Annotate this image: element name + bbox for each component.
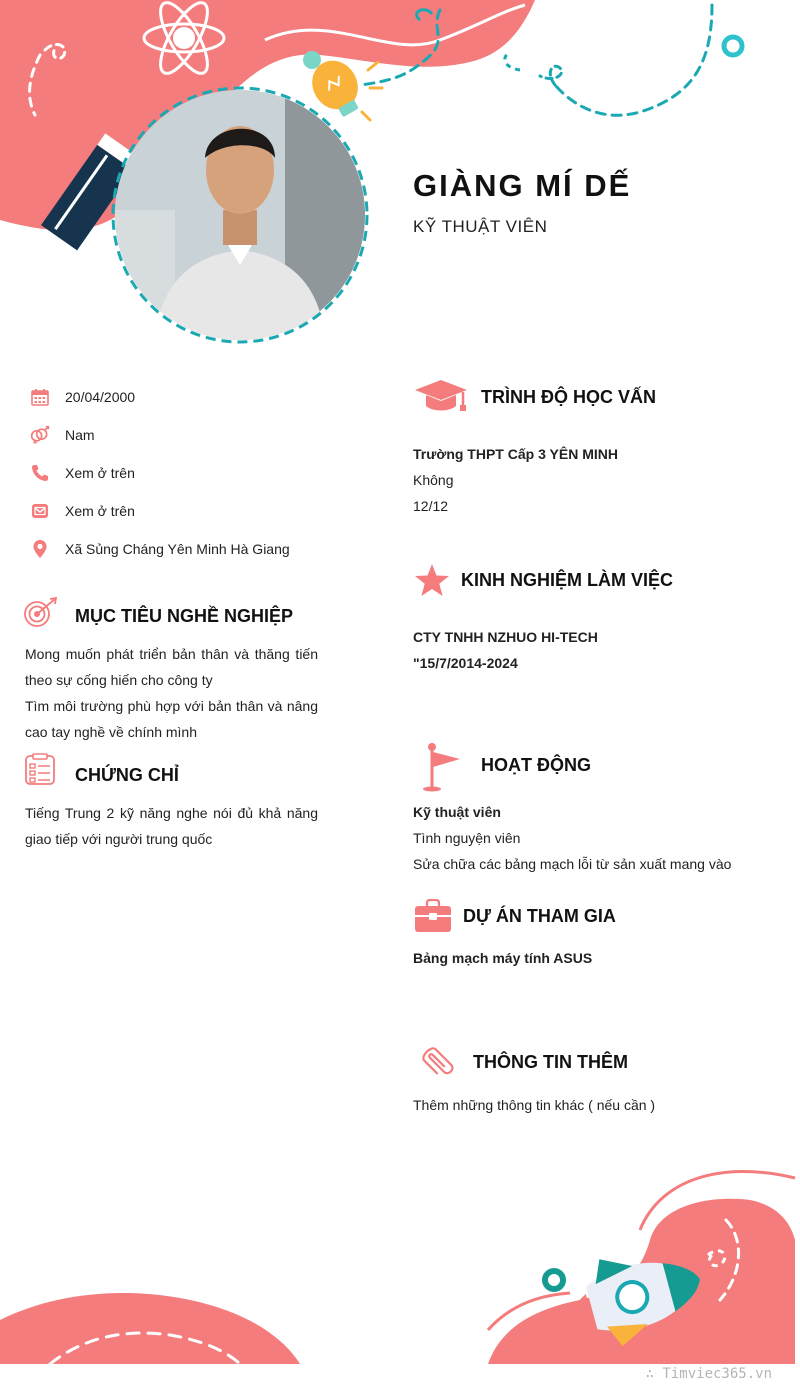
phone-value[interactable]: Xem ở trên — [65, 465, 135, 481]
education-details — [413, 441, 783, 519]
flag-icon — [420, 742, 464, 792]
email-icon — [30, 501, 50, 521]
experience-period: "15/7/2014-2024 — [413, 655, 518, 671]
paperclip-icon — [415, 1040, 459, 1084]
contact-address — [30, 537, 290, 561]
contact-birthday — [30, 385, 136, 409]
activities-title: HOẠT ĐỘNG — [481, 755, 591, 775]
candidate-name: GIÀNG MÍ DẾ — [413, 168, 632, 203]
objective-line: Mong muốn phát triển bản thân và thăng tiến — [25, 646, 318, 662]
certificate-line: giao tiếp với người trung quốc — [25, 831, 213, 847]
education-major: Không — [413, 472, 454, 488]
certificate-line: Tiếng Trung 2 kỹ năng nghe nói đủ khả năng — [25, 805, 318, 821]
objective-line: Tìm môi trường phù hợp với bản thân và nâng — [25, 698, 318, 714]
certificates-text — [25, 800, 318, 852]
star-icon — [414, 563, 450, 597]
checklist-icon — [24, 753, 58, 787]
watermark-text: Timviec365.vn — [662, 1366, 772, 1382]
additional-title: THÔNG TIN THÊM — [473, 1052, 628, 1072]
objective-title: MỤC TIÊU NGHỀ NGHIỆP — [75, 606, 294, 626]
footer-watermark — [646, 1366, 772, 1382]
objective-line: cao tay nghề về chính mình — [25, 724, 197, 740]
contact-phone — [30, 461, 135, 485]
candidate-role: KỸ THUẬT VIÊN — [413, 217, 548, 236]
contact-email — [30, 499, 135, 523]
briefcase-icon — [414, 899, 452, 933]
projects-details — [413, 945, 783, 971]
objective-line: theo sự cống hiến cho công ty — [25, 672, 213, 688]
target-icon — [23, 597, 59, 629]
education-grade: 12/12 — [413, 498, 449, 514]
activity-position: Kỹ thuật viên — [413, 804, 501, 820]
additional-text: Thêm những thông tin khác ( nếu cần ) — [413, 1097, 656, 1113]
calendar-icon — [30, 387, 50, 407]
experience-company: CTY TNHH NZHUO HI-TECH — [413, 629, 598, 645]
project-name: Bảng mạch máy tính ASUS — [413, 950, 593, 966]
activity-organization: Tình nguyện viên — [413, 830, 521, 846]
photo-dashed-ring — [109, 84, 371, 346]
education-title: TRÌNH ĐỘ HỌC VẤN — [481, 387, 656, 407]
contact-gender — [30, 423, 95, 447]
graduation-cap-icon — [413, 378, 469, 414]
objective-text — [25, 641, 318, 745]
watermark-dots-icon: ∴ — [645, 1366, 663, 1382]
activities-details — [413, 799, 783, 877]
gender-value: Nam — [65, 427, 95, 443]
projects-title: DỰ ÁN THAM GIA — [463, 906, 616, 926]
certificates-title: CHỨNG CHỈ — [75, 765, 179, 785]
address-value: Xã Sủng Cháng Yên Minh Hà Giang — [65, 541, 290, 557]
additional-details — [413, 1092, 783, 1118]
activity-description: Sửa chữa các bảng mạch lỗi từ sản xuất mang vào — [413, 856, 732, 872]
phone-icon — [30, 463, 50, 483]
education-school: Trường THPT Cấp 3 YÊN MINH — [413, 446, 618, 462]
gender-icon — [30, 425, 50, 445]
email-value[interactable]: Xem ở trên — [65, 503, 135, 519]
experience-details — [413, 624, 783, 676]
experience-title: KINH NGHIỆM LÀM VIỆC — [461, 570, 674, 590]
birthday-value: 20/04/2000 — [65, 389, 136, 405]
location-pin-icon — [30, 539, 50, 559]
